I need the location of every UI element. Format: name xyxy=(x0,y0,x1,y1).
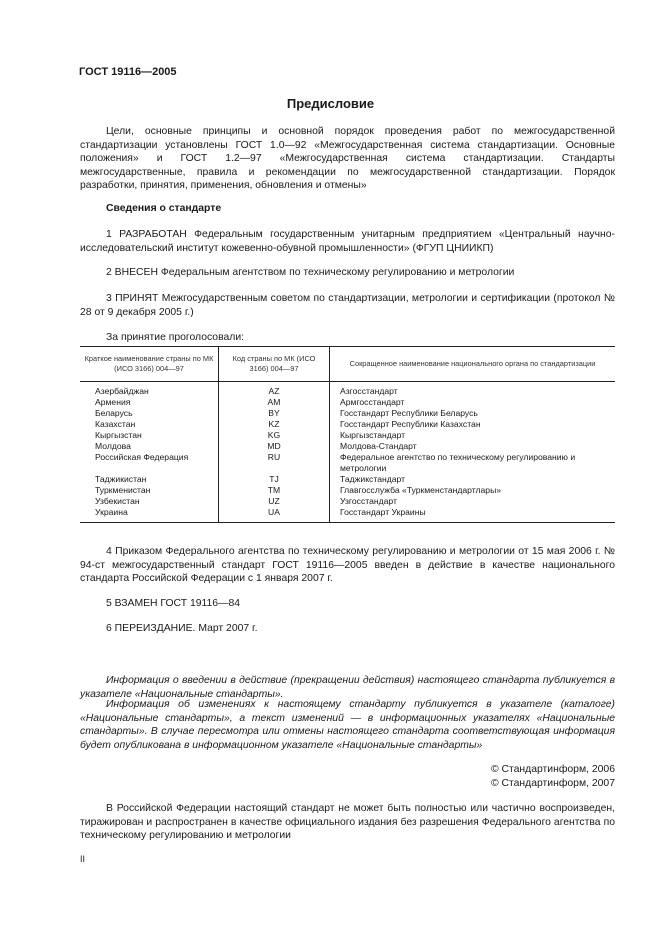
page-title: Предисловие xyxy=(286,96,375,111)
page-number: II xyxy=(80,854,86,864)
section-heading: Сведения о стандарте xyxy=(106,203,222,214)
table-row xyxy=(80,382,615,398)
body-cell: Федеральное агентство по техническому регулированию и метрологии xyxy=(340,452,576,473)
table-row xyxy=(80,397,615,408)
body-cell: Молдова-Стандарт xyxy=(340,441,417,451)
table-row xyxy=(80,507,615,523)
info-note-enactment: Информация о введении в действие (прекращении действия) настоящего стандарта публикуется в указателе «Национальные стандарты». xyxy=(80,675,615,700)
country-cell: Узбекистан xyxy=(80,496,219,507)
table-row xyxy=(80,408,615,419)
info-note-changes: Информация об изменениях к настоящему стандарту публикуется в указателе (каталоге) «Национальные стандарты», а текст изменений — в информационных указателях «Национальные стандарты». В случае пересмотра или отмены настоящего стандарта соответствующая информация будет опубликована в информационном указателе «Национальные стандарты» xyxy=(80,699,615,751)
copyright-line: © Стандартинформ, 2006 xyxy=(490,764,615,775)
country-cell: Казахстан xyxy=(80,419,219,430)
table-row xyxy=(80,496,615,507)
table-row xyxy=(80,485,615,496)
code-cell: AM xyxy=(219,397,330,408)
country-cell: Беларусь xyxy=(80,408,219,419)
table-header-row xyxy=(80,347,615,382)
table-row xyxy=(80,474,615,485)
code-cell: AZ xyxy=(219,382,330,398)
item-replaces: 5 ВЗАМЕН ГОСТ 19116—84 xyxy=(106,598,241,609)
legal-notice: В Российской Федерации настоящий стандарт не может быть полностью или частично воспроизведен, тиражирован и распространен в качестве официального издания без разрешения Федерального агентства по техническому регулированию и метрологии xyxy=(80,803,615,842)
country-cell: Российская Федерация xyxy=(80,452,219,474)
body-cell: Таджикстандарт xyxy=(340,474,406,484)
column-header-body: Сокращенное наименование национального органа по стандартизации xyxy=(330,347,616,382)
item-developed: 1 РАЗРАБОТАН Федеральным государственным унитарным предприятием «Центральный научно-исследовательский институт кожевенно-обувной промышленности» (ФГУП ЦНИИКП) xyxy=(80,229,615,254)
column-header-code: Код страны по МК (ИСО 3166) 004—97 xyxy=(219,347,330,382)
country-cell: Таджикистан xyxy=(80,474,219,485)
body-cell: Госстандарт Украины xyxy=(330,507,616,523)
table-row xyxy=(80,452,615,474)
body-cell: Узгосстандарт xyxy=(340,496,397,506)
code-cell: TJ xyxy=(219,474,330,485)
item-enacted: 4 Приказом Федерального агентства по техническому регулированию и метрологии от 15 мая 2006 г. № 94-ст межгосударственный стандарт ГОСТ 19116—2005 введен в действие в качестве национального стандарта Российской Федерации с 1 января 2007 г. xyxy=(80,546,615,585)
intro-paragraph: Цели, основные принципы и основной порядок проведения работ по межгосударственной стандартизации установлены ГОСТ 1.0—92 «Межгосударственная система стандартизации. Основные положения» и ГОСТ 1.2—97 «Межгосударственная система стандартизации. Стандарты межгосударственные, правила и рекомендации по межгосударственной стандартизации. Порядок разработки, принятия, применения, обновления и отмены» xyxy=(80,126,615,192)
vote-label: За принятие проголосовали: xyxy=(106,332,245,343)
body-cell: Кыргызстандарт xyxy=(340,430,406,440)
copyright-block xyxy=(491,763,615,790)
item-reissue: 6 ПЕРЕИЗДАНИЕ. Март 2007 г. xyxy=(106,623,258,634)
body-cell: Азгосстандарт xyxy=(340,386,398,396)
country-cell: Украина xyxy=(80,507,219,523)
code-cell: MD xyxy=(219,441,330,452)
country-cell: Кыргызстан xyxy=(80,430,219,441)
item-submitted: 2 ВНЕСЕН Федеральным агентством по техническому регулированию и метрологии xyxy=(106,267,515,278)
country-cell: Молдова xyxy=(80,441,219,452)
voting-table xyxy=(80,346,615,523)
code-cell: UA xyxy=(219,507,330,523)
code-cell: UZ xyxy=(219,496,330,507)
code-cell: KG xyxy=(219,430,330,441)
country-cell: Армения xyxy=(80,397,219,408)
table-row xyxy=(80,441,615,452)
country-cell: Туркменистан xyxy=(80,485,219,496)
code-cell: RU xyxy=(219,452,330,474)
body-cell: Армгосстандарт xyxy=(340,397,405,407)
item-adopted: 3 ПРИНЯТ Межгосударственным советом по стандартизации, метрологии и сертификации (протокол № 28 от 9 декабря 2005 г.) xyxy=(80,293,615,318)
table-row xyxy=(80,430,615,441)
country-cell: Азербайджан xyxy=(80,382,219,398)
body-cell: Госстандарт Республики Беларусь xyxy=(340,408,478,418)
code-cell: BY xyxy=(219,408,330,419)
column-header-country: Краткое наименование страны по МК (ИСО 3166) 004—97 xyxy=(80,347,219,382)
code-cell: TM xyxy=(219,485,330,496)
body-cell: Главгосслужба «Туркменстандартлары» xyxy=(340,485,502,495)
body-cell: Госстандарт Республики Казахстан xyxy=(340,419,481,429)
table-row xyxy=(80,419,615,430)
code-cell: KZ xyxy=(219,419,330,430)
copyright-line: © Стандартинформ, 2007 xyxy=(490,777,615,789)
document-code: ГОСТ 19116—2005 xyxy=(79,66,177,78)
